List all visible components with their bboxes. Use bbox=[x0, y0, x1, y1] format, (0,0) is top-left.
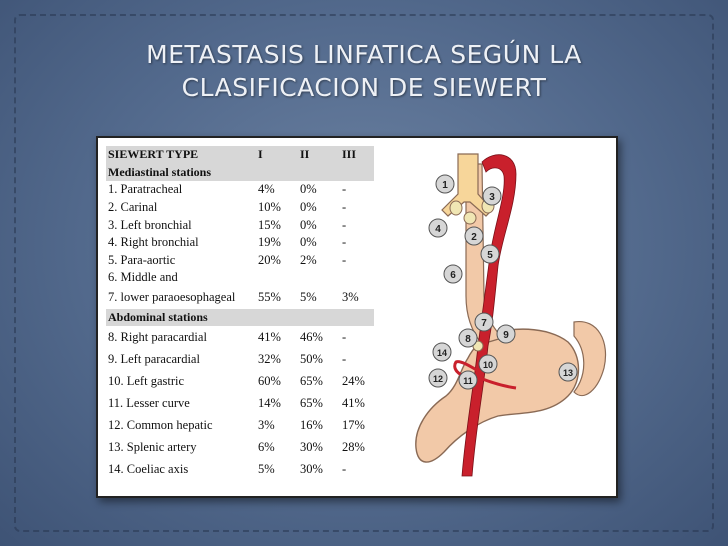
lymph-node bbox=[450, 201, 462, 215]
node-label-1 bbox=[436, 175, 454, 193]
table-row bbox=[106, 181, 374, 199]
node-label-5 bbox=[481, 245, 499, 263]
type-iii-value: 28% bbox=[342, 439, 365, 454]
spleen-shape bbox=[574, 322, 606, 396]
station-label: 6. Middle and bbox=[108, 270, 178, 285]
type-ii-value: 30% bbox=[300, 461, 323, 476]
type-ii-value: 16% bbox=[300, 417, 323, 432]
siewert-table bbox=[106, 146, 374, 480]
type-ii-value: 0% bbox=[300, 217, 317, 232]
type-iii-value: - bbox=[342, 252, 347, 267]
station-label: 9. Left paracardial bbox=[108, 351, 200, 366]
section-row-abdominal bbox=[106, 309, 374, 327]
table-row bbox=[106, 436, 374, 458]
node-label-10 bbox=[479, 355, 497, 373]
anatomy-diagram bbox=[398, 146, 612, 490]
type-ii-value: 65% bbox=[300, 373, 323, 388]
table-row bbox=[106, 458, 374, 480]
type-ii-value: 65% bbox=[300, 395, 323, 410]
station-label: 12. Common hepatic bbox=[108, 417, 213, 432]
table-row bbox=[106, 234, 374, 252]
station-label: 13. Splenic artery bbox=[108, 439, 197, 454]
table-row bbox=[106, 199, 374, 217]
type-ii-value: 46% bbox=[300, 329, 323, 344]
table-row bbox=[106, 252, 374, 270]
type-iii-value: - bbox=[342, 182, 347, 197]
type-iii-value: 17% bbox=[342, 417, 365, 432]
table-row bbox=[106, 370, 374, 392]
type-i-value: 60% bbox=[258, 373, 281, 388]
type-i-value: 14% bbox=[258, 395, 281, 410]
node-label-7 bbox=[475, 313, 493, 331]
type-iii-value: 41% bbox=[342, 395, 365, 410]
type-i-value: 55% bbox=[258, 290, 281, 305]
station-label: 5. Para-aortic bbox=[108, 252, 176, 267]
node-label-9 bbox=[497, 325, 515, 343]
type-i-value: 3% bbox=[258, 417, 275, 432]
node-label-8 bbox=[459, 329, 477, 347]
header-type-ii: II bbox=[298, 146, 340, 164]
node-label-4 bbox=[429, 219, 447, 237]
table-row bbox=[106, 269, 374, 287]
header-type-i: I bbox=[256, 146, 298, 164]
type-ii-value: 2% bbox=[300, 252, 317, 267]
station-label: 11. Lesser curve bbox=[108, 395, 190, 410]
node-label-14 bbox=[433, 343, 451, 361]
header-siewert-type: SIEWERT TYPE bbox=[106, 146, 256, 164]
type-i-value: 19% bbox=[258, 235, 281, 250]
svg-text:8: 8 bbox=[465, 334, 471, 345]
table-row bbox=[106, 326, 374, 348]
type-i-value: 32% bbox=[258, 351, 281, 366]
table-row bbox=[106, 414, 374, 436]
type-iii-value: - bbox=[342, 329, 347, 344]
svg-text:13: 13 bbox=[562, 368, 574, 378]
type-i-value: 41% bbox=[258, 329, 281, 344]
type-ii-value: 0% bbox=[300, 182, 317, 197]
table-header-row bbox=[106, 146, 374, 164]
type-ii-value: 50% bbox=[300, 351, 323, 366]
svg-text:5: 5 bbox=[487, 250, 493, 261]
section-row-mediastinal bbox=[106, 164, 374, 182]
type-iii-value: - bbox=[342, 217, 347, 232]
node-label-12 bbox=[429, 369, 447, 387]
station-label: 8. Right paracardial bbox=[108, 329, 207, 344]
svg-text:7: 7 bbox=[481, 318, 487, 329]
lymph-node bbox=[464, 212, 476, 224]
svg-text:4: 4 bbox=[435, 224, 441, 235]
table-row bbox=[106, 287, 374, 309]
node-label-2 bbox=[465, 227, 483, 245]
node-label-11 bbox=[459, 371, 477, 389]
type-i-value: 4% bbox=[258, 182, 275, 197]
type-ii-value: 30% bbox=[300, 439, 323, 454]
station-label: 2. Carinal bbox=[108, 200, 158, 215]
type-iii-value bbox=[340, 269, 374, 287]
type-ii-value: 0% bbox=[300, 200, 317, 215]
type-i-value: 5% bbox=[258, 461, 275, 476]
slide-title-line1: METASTASIS LINFATICA SEGÚN LA bbox=[146, 40, 582, 69]
type-iii-value: 3% bbox=[342, 290, 359, 305]
table-row bbox=[106, 348, 374, 370]
diagram-structures bbox=[416, 154, 606, 476]
node-label-3 bbox=[483, 187, 501, 205]
node-label-6 bbox=[444, 265, 462, 283]
type-i-value bbox=[256, 269, 298, 287]
station-label: 14. Coeliac axis bbox=[108, 461, 189, 476]
svg-text:1: 1 bbox=[442, 180, 448, 191]
table-row bbox=[106, 216, 374, 234]
type-iii-value: 24% bbox=[342, 373, 365, 388]
node-label-13 bbox=[559, 363, 577, 381]
station-label: 4. Right bronchial bbox=[108, 235, 199, 250]
type-ii-value bbox=[298, 269, 340, 287]
header-type-iii: III bbox=[340, 146, 374, 164]
type-ii-value: 0% bbox=[300, 235, 317, 250]
station-label: 10. Left gastric bbox=[108, 373, 185, 388]
section-title-mediastinal: Mediastinal stations bbox=[106, 164, 374, 182]
type-iii-value: - bbox=[342, 235, 347, 250]
type-i-value: 10% bbox=[258, 200, 281, 215]
slide-title-line2: CLASIFICACION DE SIEWERT bbox=[181, 73, 547, 102]
svg-text:11: 11 bbox=[463, 376, 473, 386]
figure-panel bbox=[96, 136, 618, 498]
svg-text:2: 2 bbox=[471, 232, 477, 243]
svg-text:10: 10 bbox=[482, 360, 494, 370]
table-row bbox=[106, 392, 374, 414]
svg-text:9: 9 bbox=[503, 330, 509, 341]
type-i-value: 15% bbox=[258, 217, 281, 232]
svg-text:3: 3 bbox=[489, 192, 495, 203]
type-i-value: 20% bbox=[258, 252, 281, 267]
station-label: 7. lower paraoesophageal bbox=[108, 290, 236, 305]
type-i-value: 6% bbox=[258, 439, 275, 454]
type-iii-value: - bbox=[342, 200, 347, 215]
type-iii-value: - bbox=[342, 351, 347, 366]
slide-title bbox=[0, 38, 728, 104]
type-iii-value: - bbox=[342, 461, 347, 476]
svg-text:12: 12 bbox=[432, 374, 444, 384]
station-label: 3. Left bronchial bbox=[108, 217, 192, 232]
station-label: 1. Paratracheal bbox=[108, 182, 183, 197]
type-ii-value: 5% bbox=[300, 290, 317, 305]
svg-text:14: 14 bbox=[436, 348, 448, 358]
svg-text:6: 6 bbox=[450, 270, 456, 281]
section-title-abdominal: Abdominal stations bbox=[106, 309, 374, 327]
